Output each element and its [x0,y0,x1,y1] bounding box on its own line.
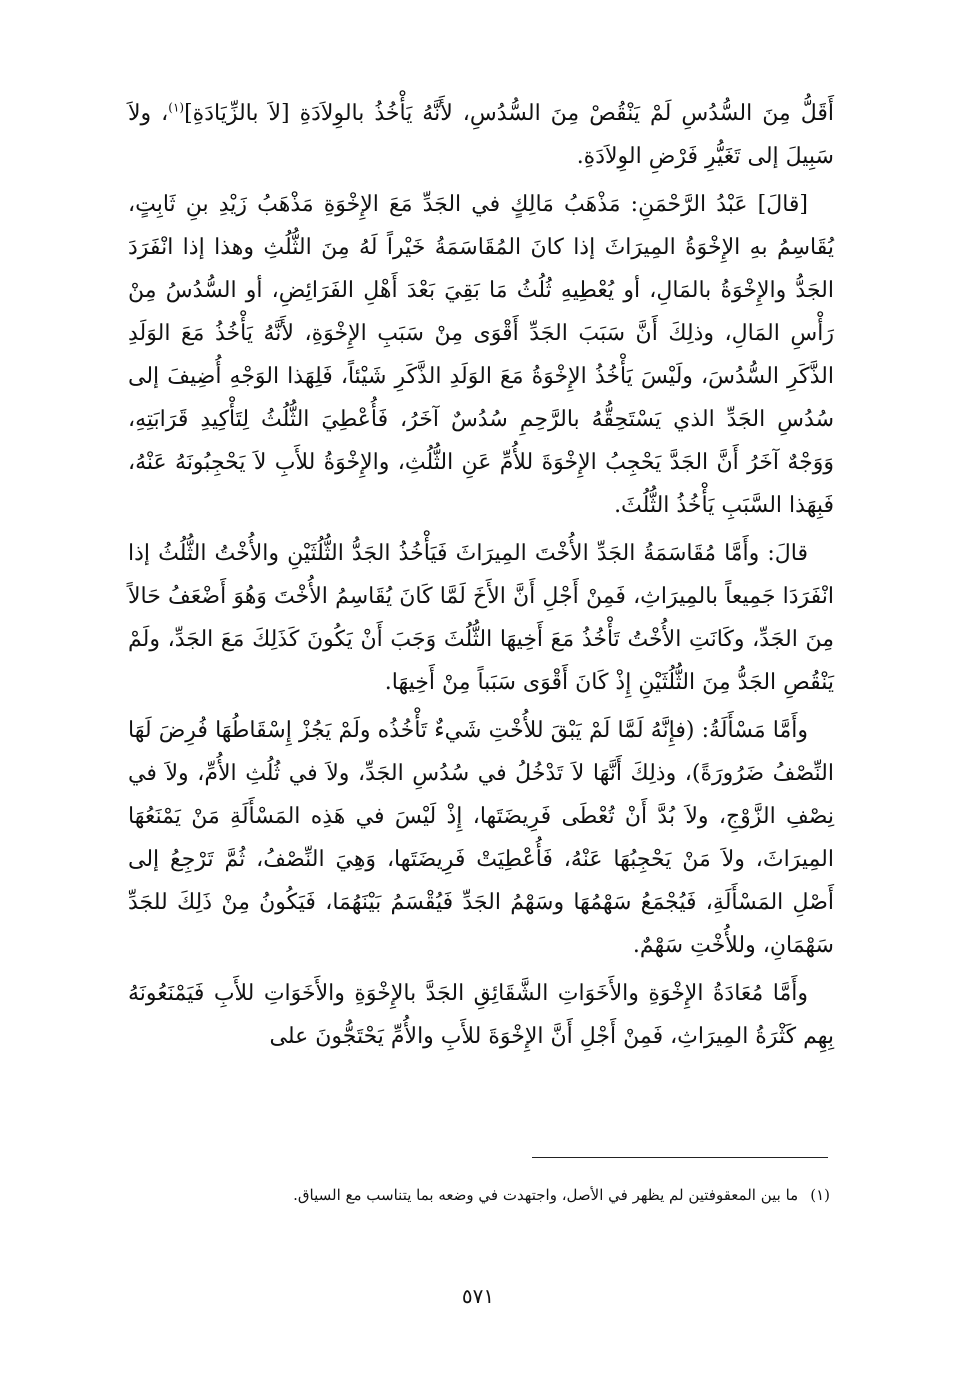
paragraph-4: وأَمَّا مَسْأَلَةُ: (فإِنَّهُ لَمَّا لَمْ يَبْقَ للأُخْتِ شَيءٌ تَأْخُذُه ولَمْ يَجُزْ إِسْقَاطُهَا فُرِضَ لَهَا النِّصْفُ ضَرُورَةً)، وذلِكَ أَنَّهَا لاَ تَدْخُلُ في سُدُسِ الجَدِّ، ولاَ في ثُلُثِ الأُمِّ، ولاَ في نِصْفِ الزَّوْجِ، ولاَ بُدَّ أَنْ تُعْطَى فَرِيضَتَها، إِذْ لَيْسَ في هَذِه المَسْأَلَةِ مَنْ يَمْنَعُهَا المِيرَاثَ، ولاَ مَنْ يَحْجِبُهَا عَنْهُ، فَأُعْطِيَتْ فَرِيضَتَها، وَهِيَ النِّصْفُ، ثُمَّ تَرْجِعُ إلى أَصْلِ المَسْأَلَةِ، فَيُجْمَعُ سَهْمُهَا وسَهْمُ الجَدِّ فَيُقْسَمُ بَيْنَهُمَا، فَيَكُونُ مِنْ ذَلِكَ للجَدِّ سَهْمَانِ، وللأُخْتِ سَهْمٌ. [128,718,834,958]
footnote-marker: (١) [810,1186,830,1204]
page-content [128,92,834,1063]
paragraph-2: [قالَ] عَبْدُ الرَّحْمَنِ: مَذْهَبُ مَالِكٍ في الجَدِّ مَعَ الإِخْوَةِ مَذْهَبُ زَيْدِ بنِ ثَابِتٍ، يُقَاسِمُ بهِ الإِخْوَةُ المِيرَاثَ إذا كانَ المُقَاسَمَةُ خَيْراً لَهُ مِنَ الثُّلُثِ وهذا إذا انْفَرَدَ الجَدُّ والإِخْوَةُ بالمَالِ، أو يُعْطِيهِ ثُلُثُ مَا بَقِيَ بَعْدَ أَهْلِ الفَرَائِضِ، أو السُّدُسُ مِنْ رَأْسِ المَالِ، وذلِكَ أَنَّ سَبَبَ الجَدِّ أَقْوَى مِنْ سَبَبِ الإِخْوَةِ، لأَنَّهُ يَأْخُذُ مَعَ الوَلَدِ الذَّكَرِ السُّدُسَ، ولَيْسَ يَأْخُذُ الإِخْوَةُ مَعَ الوَلَدِ الذَّكَرِ شَيْئاً، فَلِهَذا الوَجْهِ أُضِيفَ إلى سُدُسِ الجَدِّ الذي يَسْتَحِقُّهُ بالرَّحِمِ سُدُسٌ آخَرُ، فَأُعْطِيَ الثُّلُثُ لِتَأْكِيدِ قَرَابَتِهِ، وَوَجْهٌ آخَرُ أَنَّ الجَدَّ يَحْجِبُ الإِخْوَةَ للأُمِّ عَنِ الثُّلُثِ، والإِخْوَةُ للأَبِ لاَ يَحْجِبُونَهُ عَنْهُ، فَبِهَذا السَّبَبِ يَأْخُذُ الثُّلُثَ. [128,192,834,518]
footnote [124,1183,830,1207]
paragraph-1 [128,92,834,178]
page-number: ٥٧١ [461,1284,495,1308]
main-text [128,92,834,1058]
paragraph-1-text: أَقَلُّ مِنَ السُّدُسِ لَمْ يَنْقُصْ مِنَ السُّدُسِ، لأَنَّهُ يَأْخُذُ بالوِلاَدَةِ [لاَ بالزِّيَادَةِ] [184,101,834,126]
paragraph-5: وأَمَّا مُعَادَةُ الإِخْوَةِ والأَخَوَاتِ الشَّقَائِقِ الجَدَّ بالإِخْوَةِ والأَخَوَاتِ للأَبِ فَيَمْنَعُونَهُ بِهِم كَثْرَةُ المِيرَاثِ، فَمِنْ أَجْلِ أَنَّ الإِخْوَةَ للأَبِ والأُمِّ يَحْتَجُّونَ على [128,981,834,1049]
footnote-divider [532,1157,828,1158]
paragraph-3: قالَ: وأَمَّا مُقَاسَمَةُ الجَدِّ الأُخْتَ المِيرَاثَ فَيَأْخُذُ الجَدُّ الثُّلُثَيْنِ والأُخْتُ الثُّلُثُ إذا انْفَرَدَا جَمِيعاً بالمِيرَاثِ، فَمِنْ أَجْلِ أَنَّ الأَخَ لَمَّا كَانَ يُقَاسِمُ الأُخْتَ وَهُوَ أَضْعَفُ حَالاً مِنَ الجَدِّ، وكَانَتِ الأُخْتُ تَأْخُذُ مَعَ أَخِيهَا الثُّلُثَ وَجَبَ أَنْ يَكُونَ كَذَلِكَ مَعَ الجَدِّ، ولَمْ يَنْقُصِ الجَدُّ مِنَ الثُّلُثَيْنِ إِذْ كَانَ أَقْوَى سَبَباً مِنْ أَخِيهَا. [128,541,834,695]
paragraph-1-continuation: ، ولاَ سَبِيلَ إلى تَغَيُّرِ فَرْضِ الوِلاَدَةِ. [128,101,834,169]
footnote-reference[interactable]: (١) [168,100,185,115]
footnote-text: ما بين المعقوفتين لم يظهر في الأصل، واجتهدت في وضعه بما يتناسب مع السياق. [293,1186,799,1204]
